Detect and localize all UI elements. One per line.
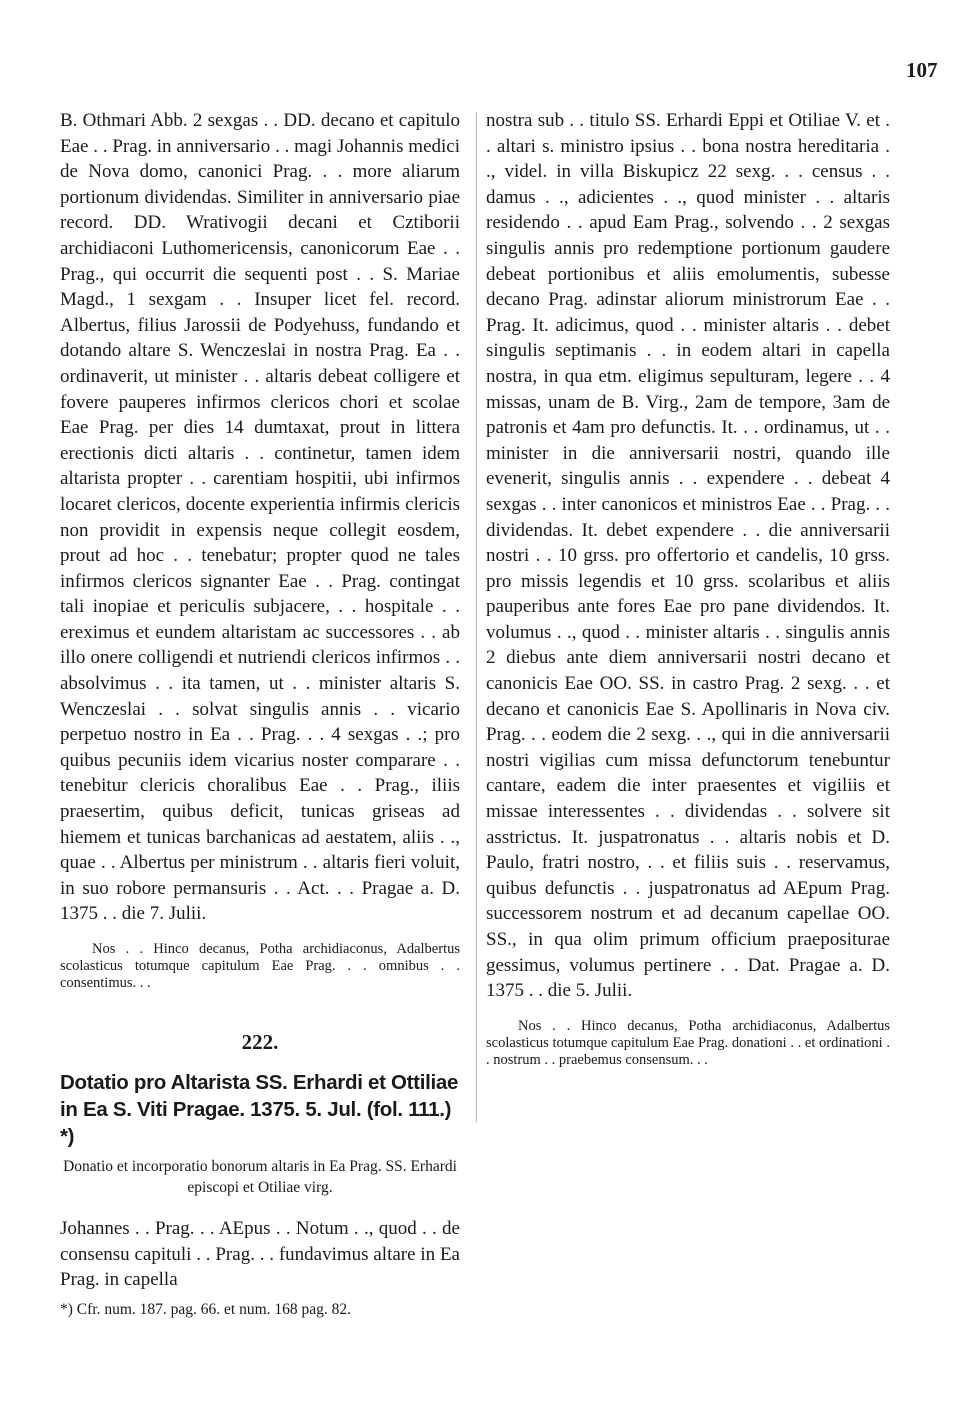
right-column-paragraph-1: nostra sub . . titulo SS. Erhardi Eppi et Otiliae V. et . . altari s. ministro ipsius . . bona nostra hereditaria . ., videl. in villa Biskupicz 22 sexg. . . census . . damus . ., adicientes . ., quod minister . . altaris residendo . . apud Eam Prag., solvendo . . 2 sexgas singulis annis pro redemptione portionum gaudere debeat portionibus et aliis emolumentis, subesse decano Prag. adinstar aliorum ministrorum Eae . . Prag. It. adicimus, quod . . minister altaris . . debet singulis septimanis . . in eodem altari in capella nostra, in qua etm. eligimus sepulturam, legere . . 4 missas, unam de B. Virg., 2am de tempore, 3am de patronis et 4am pro defunctis. It. . . ordinamus, ut . . minister in die anniversarii nostri, quando ille evenerit, singulis annis . . expendere . . debeat 4 sexgas . . inter canonicos et ministros Eae . . Prag. . . dividendas. It. debet expendere . . die anniversarii nostri . . 10 grss. pro offertorio et candelis, 10 grss. pro missis legendis et 10 grss. scolaribus et aliis pauperibus ante fores Eae pro pane dividendos. It. volumus . ., quod . . minister altaris . . singulis annis 2 diebus ante diem anniversarii nostri decano et canonicis Eae OO. SS. in castro Prag. 2 sexg. . . et decano et canonicis Eae S. Apollinaris in Nova civ. Prag. . . eodem die 2 sexg. . ., qui in die anniversarii nostri vigilias cum missa defunctorum tenebuntur cantare, eadem die inter praesentes et vigiliis et missae interessentes . . dividendas . . solvere sit asstrictus. It. juspatronatus . . altaris nobis et D. Paulo, fratri nostro, . . et filiis suis . . reservamus, quibus defunctis . . juspatronatus ad AEpum Prag. successorem nostrum et ad decanum capellae OO. SS., in qua olim primum officium praepositurae gessimus, volumus pertinere . . Dat. Pragae a. D. 1375 . . die 5. Julii. [486, 110, 890, 1002]
signatories-block-1: Nos . . Hinco decanus, Potha archidiaconus, Adalbertus scolasticus totumque capitulum Eae Prag. . . omnibus . . consentimus. . . [60, 941, 460, 991]
column-divider [476, 112, 477, 1122]
left-column-paragraph-2: Johannes . . Prag. . . AEpus . . Notum . ., quod . . de consensu capituli . . Prag. . . fundavimus altare in Ea Prag. in capella [60, 1218, 460, 1291]
document-summary: Donatio et incorporatio bonorum altaris in Ea Prag. SS. Erhardi episcopi et Otiliae virg. [63, 1158, 457, 1196]
footnote: *) Cfr. num. 187. pag. 66. et num. 168 pag. 82. [60, 1301, 352, 1318]
document-number: 222. [241, 1030, 279, 1054]
page-number: 107 [906, 58, 938, 82]
left-column [60, 108, 460, 1293]
signatories-block-2: Nos . . Hinco decanus, Potha archidiaconus, Adalbertus scolasticus totumque capitulum Eae Prag. donationi . . et ordinationi . . nostrum . . praebemus consensum. . . [486, 1017, 890, 1068]
left-column-paragraph-1: B. Othmari Abb. 2 sexgas . . DD. decano et capitulo Eae . . Prag. in anniversario . . magi Johannis medici de Nova domo, canonici Prag. . . more aliarum portionum dividendas. Similiter in anniversario piae record. DD. Wrativogii decani et Cztiborii archidiaconi Luthomericensis, canonicorum Eae . . Prag., qui occurrit die sequenti post . . S. Mariae Magd., 1 sexgam . . Insuper licet fel. record. Albertus, filius Jarossii de Podyehuss, fundando et dotando altare S. Wenczeslai in nostra Prag. Ea . . ordinaverit, ut minister . . altaris debeat colligere et fovere pauperes infirmos clericos chori et scolae Eae Prag. per dies 14 dumtaxat, prout in littera erectionis dicti altaris . . continetur, tamen idem altarista propter . . carentiam hospitii, ubi infirmos locaret clericos, docente experientia infirmis clericis non providit in expensis neque collegit eosdem, prout ad hoc . . tenebatur; propter quod ne tales infirmos clericos signanter Eae . . Prag. contingat tali inopiae et periculis subjacere, . . hospitale . . ereximus et eundem altaristam ac successores . . ab illo onere colligendi et nutriendi clericos infirmos . . absolvimus . . ita tamen, ut . . minister altaris S. Wenczeslai . . solvat singulis annis . . vicario perpetuo nostro in Ea . . Prag. . . 4 sexgas . .; pro quibus pecuniis idem vicarius noster comparare . . tenebitur clericis choralibus Eae . . Prag., iliis praesertim, quibus deficit, tunicas griseas ad hiemem et tunicas barchanicas ad aestatem, aliis . ., quae . . Albertus per ministrum . . altaris fieri voluit, in suo robore permansuris . . Act. . . Pragae a. D. 1375 . . die 7. Julii. [60, 110, 460, 925]
right-column [486, 108, 890, 1069]
document-title: Dotatio pro Altarista SS. Erhardi et Ottiliae in Ea S. Viti Pragae. 1375. 5. Jul. (fol. 111.) *) [60, 1071, 459, 1148]
